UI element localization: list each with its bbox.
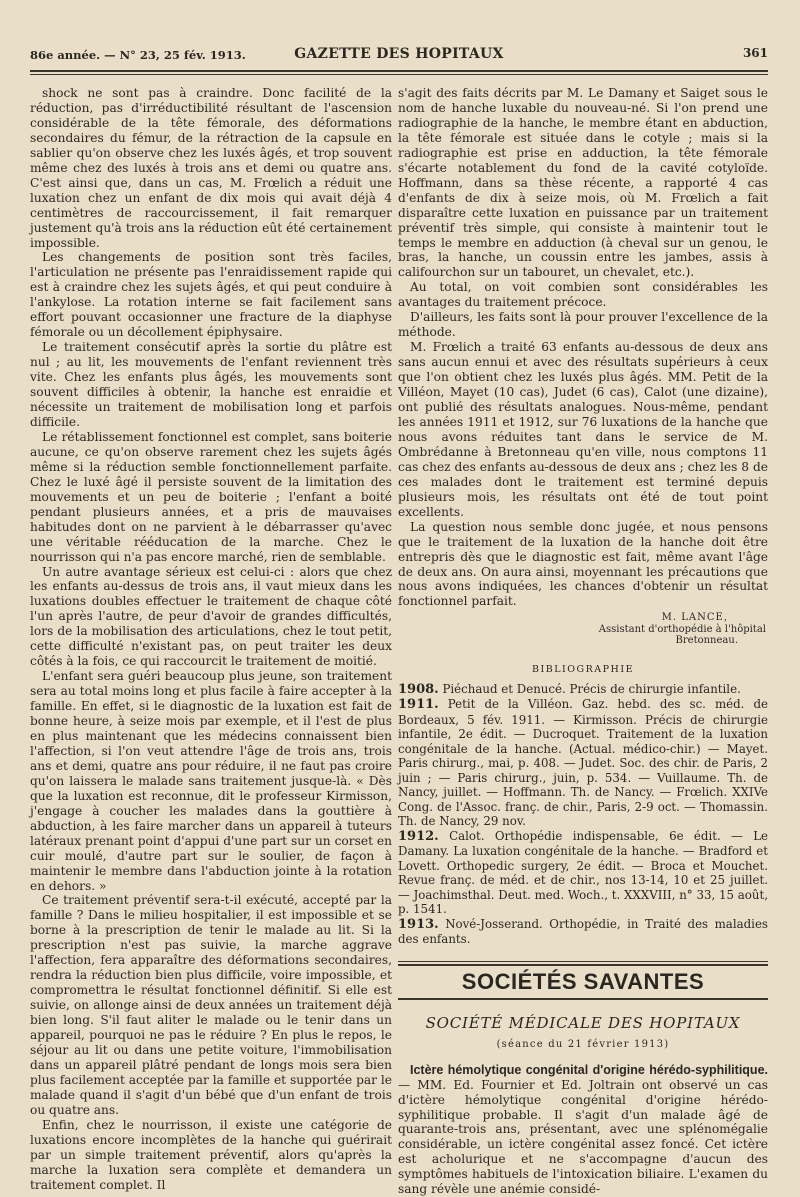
section-rule-thick [398, 964, 768, 966]
paragraph: D'ailleurs, les faits sont là pour prouver l'excellence de la méthode. [398, 310, 768, 340]
bibliography-title: BIBLIOGRAPHIE [531, 663, 635, 675]
header-rule [30, 70, 768, 72]
paragraph: Le traitement consécutif après la sortie du plâtre est nul ; au lit, les mouvements de l'enfant reviennent très vite. Chez les enfants plus âgés, les mouvements sont souvent difficiles à obtenir, la hanche est enraidie et nécessite un traitement de mobilisation long et parfois difficile. [30, 340, 392, 429]
communication-body: — MM. Ed. Fournier et Ed. Joltrain ont observé un cas d'ictère hémolytique congénital d'origine hérédo-syphilitique probable. Il s'agit d'un malade âgé de quarante-trois ans, présentant, avec une splénomégalie considérable, un ictère congénital assez foncé. Cet ictère est acholurique et ne s'accompagne d'aucun des symptômes habituels de l'intoxication biliaire. L'examen du sang révèle une anémie considé- [398, 1077, 768, 1197]
bibliography-year: 1908. [398, 681, 439, 697]
left-column [30, 86, 392, 1192]
paragraph: Le rétablissement fonctionnel est complet, sans boiterie aucune, ce qu'on observe rarement chez les sujets âgés même si la réduction semble fonctionnellement parfaite. Chez le luxé âgé il persiste souvent de la limitation des mouvements et un peu de boiterie ; l'enfant a boité pendant plusieurs années, et a pris de mauvaises habitudes dont on ne parvient à le débarrasser qu'avec une véritable rééducation de la marche. Chez le nourrisson qui n'a pas encore marché, rien de semblable. [30, 429, 392, 564]
author-name: M. LANCE, [661, 612, 728, 624]
paragraph: Enfin, chez le nourrisson, il existe une catégorie de luxations encore incomplètes de la hanche qui guérirait par un simple traitement préventif, alors qu'après la marche la luxation sera complète et demandera un traitement complet. Il [30, 1117, 392, 1192]
paragraph: Un autre avantage sérieux est celui-ci : alors que chez les enfants au-dessus de trois ans, il vaut mieux dans les luxations doubles effectuer le traitement de chaque côté l'un après l'autre, de peur d'avoir de grandes difficultés, lors de la mobilisation des articulations, chez le tout petit, cette difficulté n'existant pas, on peut traiter les deux côtés à la fois, ce qui raccourcit le traitement de moitié. [30, 564, 392, 669]
section-title: SOCIÉTÉS SAVANTES [461, 968, 705, 994]
bibliography-text: Calot. Orthopédie indispensable, 6e édit. — Le Damany. La luxation congénitale de la hanche. — Bradford et Lovett. Orthopedic surgery, 2e édit. — Broca et Mouchet. Revue franç. de méd. et de chir., nos 13-14, 10 et 25 juillet. — Joachimsthal. Deut. med. Woch., t. XXXVIII, n° 33, 15 août, p. 1541. [398, 828, 769, 917]
seance-date: (séance du 21 février 1913) [496, 1038, 670, 1050]
paragraph: Les changements de position sont très faciles, l'articulation ne présente pas l'enraidissement rapide qui est à craindre chez les sujets âgés, et qui peut conduire à l'ankylose. La rotation interne se fait facilement sans effort pouvant occasionner une fracture de la diaphyse fémorale ou un décollement épiphysaire. [30, 250, 392, 340]
journal-title: GAZETTE DES HOPITAUX [294, 46, 504, 62]
society-name: SOCIÉTÉ MÉDICALE DES HOPITAUX [425, 1013, 741, 1032]
bibliography-year: 1911. [398, 697, 439, 713]
bibliography-entry [398, 682, 768, 698]
paragraph: La question nous semble donc jugée, et nous pensons que le traitement de la luxation de la hanche doit être entrepris dès que le diagnostic est fait, même avant l'âge de deux ans. On aura ainsi, moyennant les précautions que nous avons indiquées, les chances d'obtenir un résultat fonctionnel parfait. [398, 519, 768, 609]
author-role-hospital: Bretonneau. [675, 635, 738, 647]
section-rule-bottom [398, 998, 768, 1000]
bibliography-entry [398, 829, 768, 917]
issue-info: 86e année. — N° 23, 25 fév. 1913. [30, 48, 246, 62]
bibliography-year: 1912. [398, 828, 439, 844]
bibliography-entry [398, 697, 768, 829]
page-number: 361 [742, 46, 768, 60]
bibliography-year: 1913. [398, 916, 439, 932]
paragraph: M. Frœlich a traité 63 enfants au-dessous de deux ans sans aucun ennui et avec des résultats supérieurs à ceux que l'on obtient chez les luxés plus âgés. MM. Petit de la Villéon, Mayet (10 cas), Judet (6 cas), Calot (une dizaine), ont publié des résultats analogues. Nous-même, pendant les années 1911 et 1912, sur 76 luxations de la hanche que nous avons réduites tant dans le service de M. Ombrédanne à Bretonneau qu'en ville, nous comptons 11 cas chez des enfants au-dessous de deux ans ; chez les 8 de ces malades dont le traitement est terminé depuis plusieurs mois, les résultats ont été de tout point excellents. [398, 340, 768, 519]
header-rule-thin [30, 74, 768, 75]
bibliography-text: Nové-Josserand. Orthopédie, in Traité des maladies des enfants. [398, 916, 768, 947]
paragraph: s'agit des faits décrits par M. Le Damany et Saiget sous le nom de hanche luxable du nouveau-né. Si l'on prend une radiographie de la hanche, le membre étant en abduction, la tête fémorale est située dans le cotyle ; mais si la radiographie est prise en adduction, la tête fémorale s'écarte notablement du fond de la cavité cotyloïde. Hoffmann, dans sa thèse récente, a rapporté 4 cas d'enfants de dix à seize mois, où M. Frœlich a fait disparaître cette luxation en puissance par un traitement préventif très simple, qui consiste à maintenir tout le temps le membre en adduction (à cheval sur un genou, le bras, la hanche, un coussin entre les jambes, assis à califourchon sur un tabouret, un chevalet, etc.). [398, 86, 768, 280]
communication [398, 1063, 768, 1197]
paragraph: Ce traitement préventif sera-t-il exécuté, accepté par la famille ? Dans le milieu hospitalier, il est impossible et se borne à la prescription de tenir le malade au lit. Si la prescription n'est pas suivie, la marche aggrave l'affection, fera apparaître des déformations secondaires, rendra la réduction bien plus difficile, voire impossible, et compromettra le résultat fonctionnel définitif. Si elle est suivie, on allonge ainsi de deux années un traitement déjà bien long. S'il faut aliter le malade ou le tenir dans un appareil, pourquoi ne pas le réduire ? En plus le repos, le séjour au lit ou dans une petite voiture, l'immobilisation dans un appareil plâtré pendant de longs mois sera bien plus facilement acceptée par la famille et supportée par le malade quand il s'agit d'un bébé que d'un enfant de trois ou quatre ans. [30, 893, 392, 1117]
communication-title: Ictère hémolytique congénital d'origine hérédo-syphilitique. [410, 1062, 768, 1077]
paragraph: shock ne sont pas à craindre. Donc facilité de la réduction, pas d'irréductibilité résultant de l'ascension considérable de la tête fémorale, des déformations secondaires du fémur, de la rétraction de la capsule en sablier qu'on observe chez les luxés âgés, et trop souvent même chez des luxés à trois ans et demi ou quatre ans. C'est ainsi que, dans un cas, M. Frœlich a réduit une luxation chez un enfant de dix mois qui avait déjà 4 centimètres de raccourcissement, il fait remarquer justement qu'à trois ans la réduction eût été certainement impossible. [30, 86, 392, 250]
paragraph: Au total, on voit combien sont considérables les avantages du traitement précoce. [398, 280, 768, 310]
page-header [30, 44, 768, 66]
paragraph: L'enfant sera guéri beaucoup plus jeune, son traitement sera au total moins long et plus facile à faire accepter à la famille. En effet, si le diagnostic de la luxation est fait de bonne heure, à seize mois par exemple, et il l'est de plus en plus maintenant que les médecins connaissent bien l'affection, si l'on veut attendre l'âge de trois ans, trois ans et demi, quatre ans pour réduire, il ne faut pas croire qu'on laissera le malade sans traitement jusque-là. « Dès que la luxation est reconnue, dit le professeur Kirmisson, j'engage à coucher les malades dans la gouttière à abduction, à les faire marcher dans un appareil à tuteurs latéraux prenant point d'appui d'une part sur un corset en cuir moulé, d'autre part sur le soulier, de façon à maintenir le membre dans l'abduction jointe à la rotation en dehors. » [30, 669, 392, 893]
bibliography-text: Piéchaud et Denucé. Précis de chirurgie infantile. [442, 681, 741, 696]
section-rule [398, 961, 768, 962]
right-column [398, 86, 769, 1197]
bibliography-text: Petit de la Villéon. Gaz. hebd. des sc. méd. de Bordeaux, 5 fév. 1911. — Kirmisson. Précis de chirurgie infantile, 2e édit. — Ducroquet. Traitement de la luxation congénitale de la hanche. (Actual. médico-chir.) — Mayet. Paris chirurg., mai, p. 408. — Judet. Soc. des chir. de Paris, 2 juin ; — Paris chirurg., juin, p. 534. — Vuillaume. Th. de Nancy, juillet. — Hoffmann. Th. de Nancy. — Frœlich. XXIVe Cong. de l'Assoc. franç. de chir., Paris, 2-9 oct. — Thomassin. Th. de Nancy, 29 nov. [398, 697, 769, 829]
bibliography-entry [398, 917, 768, 947]
author-role: Assistant d'orthopédie à l'hôpital [598, 623, 766, 635]
author-signature [398, 612, 768, 647]
